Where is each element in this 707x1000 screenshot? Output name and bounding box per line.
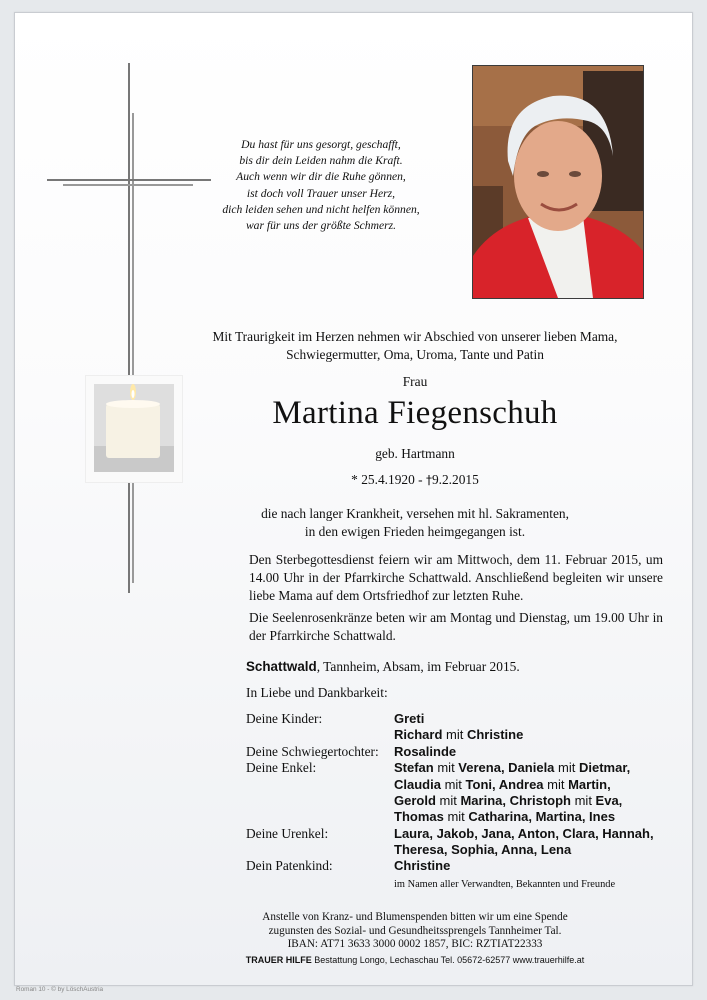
relative-names	[394, 711, 424, 727]
relative-label: Dein Patenkind:	[246, 858, 333, 873]
name-joiner: mit	[435, 793, 461, 808]
donation-note	[165, 911, 665, 952]
name-joiner: mit	[554, 760, 579, 775]
family-note: im Namen aller Verwandten, Bekannten und Freunde	[394, 879, 616, 890]
relative-names	[394, 826, 654, 842]
name-bold: Rosalinde	[394, 744, 457, 759]
maiden-name: geb. Hartmann	[375, 446, 455, 461]
portrait-photo	[472, 65, 644, 299]
place-date	[246, 659, 520, 675]
funeral-service-paragraph: Den Sterbegottesdienst feiern wir am Mittwoch, dem 11. Februar 2015, um 14.00 Uhr in der Pfarrkirche Schattwald. Anschließend begleiten wir unsere liebe Mama auf dem Ortsfriedhof zur letzten Ruhe.	[249, 552, 663, 603]
life-dates	[165, 471, 665, 489]
name-bold: Richard	[394, 727, 443, 742]
love-line: In Liebe und Dankbarkeit:	[246, 685, 388, 700]
name-bold: Dietmar,	[578, 760, 631, 775]
relative-label: Deine Urenkel:	[246, 826, 329, 841]
name-bold: Catharina, Martina, Ines	[468, 809, 616, 824]
funeral-home-footer	[135, 955, 695, 965]
place-town: Schattwald	[246, 659, 317, 674]
relative-label: Deine Enkel:	[246, 760, 317, 775]
name-bold: Thomas	[394, 809, 444, 824]
place-rest: , Tannheim, Absam, im Februar 2015.	[316, 659, 520, 674]
relative-names	[394, 744, 456, 760]
relative-names	[394, 760, 630, 776]
intro-line: Mit Traurigkeit im Herzen nehmen wir Abschied von unserer lieben Mama,	[212, 329, 618, 344]
funeral-home-contact: Bestattung Longo, Lechaschau Tel. 05672-62577 www.trauerhilfe.at	[311, 955, 585, 965]
relative-label: Deine Schwiegertochter:	[246, 744, 379, 759]
name-bold: Laura, Jakob, Jana, Anton, Clara, Hannah,	[394, 826, 654, 841]
donation-line: zugunsten des Sozial- und Gesundheitssprengels Tannheimer Tal.	[268, 924, 562, 937]
template-code: Roman 10 - © by LöschAustria	[16, 986, 104, 993]
name-bold: Stefan	[394, 760, 434, 775]
name-joiner: mit	[442, 727, 467, 742]
name-bold: Theresa, Sophia, Anna, Lena	[394, 842, 572, 857]
poem-line: Auch wenn wir dir die Ruhe gönnen,	[236, 170, 406, 184]
closing-line: in den ewigen Frieden heimgegangen ist.	[304, 524, 526, 539]
death-date: 9.2.2015	[431, 472, 479, 487]
name-joiner: mit	[440, 777, 466, 792]
name-bold: Martin,	[568, 777, 611, 792]
donation-line: IBAN: AT71 3633 3000 0002 1857, BIC: RZTIAT22333	[287, 938, 543, 951]
poem-line: war für uns der größte Schmerz.	[245, 219, 397, 233]
funeral-home-brand: TRAUER HILFE	[245, 955, 312, 965]
salutation: Frau	[402, 374, 428, 389]
relative-names	[394, 793, 622, 809]
poem	[165, 137, 477, 234]
death-cross-icon: †	[425, 473, 432, 487]
poem-line: dich leiden sehen und nicht helfen können,	[222, 202, 420, 216]
name-bold: Verena, Daniela	[458, 760, 555, 775]
poem-line: ist doch voll Trauer unser Herz,	[246, 186, 396, 200]
obituary-card	[14, 12, 693, 986]
relative-names	[394, 842, 571, 858]
name-bold: Greti	[394, 711, 425, 726]
name-bold: Toni, Andrea	[465, 777, 544, 792]
intro-line: Schwiegermutter, Oma, Uroma, Tante und Patin	[286, 347, 544, 362]
relative-label: Deine Kinder:	[246, 711, 323, 726]
name-joiner: mit	[433, 760, 459, 775]
name-bold: Gerold	[394, 793, 436, 808]
poem-line: Du hast für uns gesorgt, geschafft,	[241, 138, 401, 151]
name-joiner: mit	[443, 809, 469, 824]
name-bold: Claudia	[394, 777, 441, 792]
name-joiner: mit	[543, 777, 569, 792]
relative-names	[394, 809, 615, 825]
intro-text	[165, 328, 665, 364]
name-bold: Christine	[466, 727, 524, 742]
name-bold: Eva,	[595, 793, 623, 808]
closing-text	[165, 505, 665, 541]
closing-line: die nach langer Krankheit, versehen mit hl. Sakramenten,	[261, 506, 569, 521]
name-joiner: mit	[570, 793, 596, 808]
rosary-paragraph: Die Seelenrosenkränze beten wir am Montag und Dienstag, um 19.00 Uhr in der Pfarrkirche Schattwald.	[249, 610, 663, 643]
donation-line: Anstelle von Kranz- und Blumenspenden bitten wir um eine Spende	[262, 911, 568, 923]
relative-names	[394, 777, 611, 793]
relative-names	[394, 727, 523, 743]
relative-names	[394, 858, 450, 874]
deceased-name: Martina Fiegenschuh	[272, 395, 558, 431]
birth-date: * 25.4.1920 -	[351, 472, 426, 487]
name-bold: Christine	[394, 858, 451, 873]
name-bold: Marina, Christoph	[460, 793, 571, 808]
poem-line: bis dir dein Leiden nahm die Kraft.	[239, 154, 403, 168]
